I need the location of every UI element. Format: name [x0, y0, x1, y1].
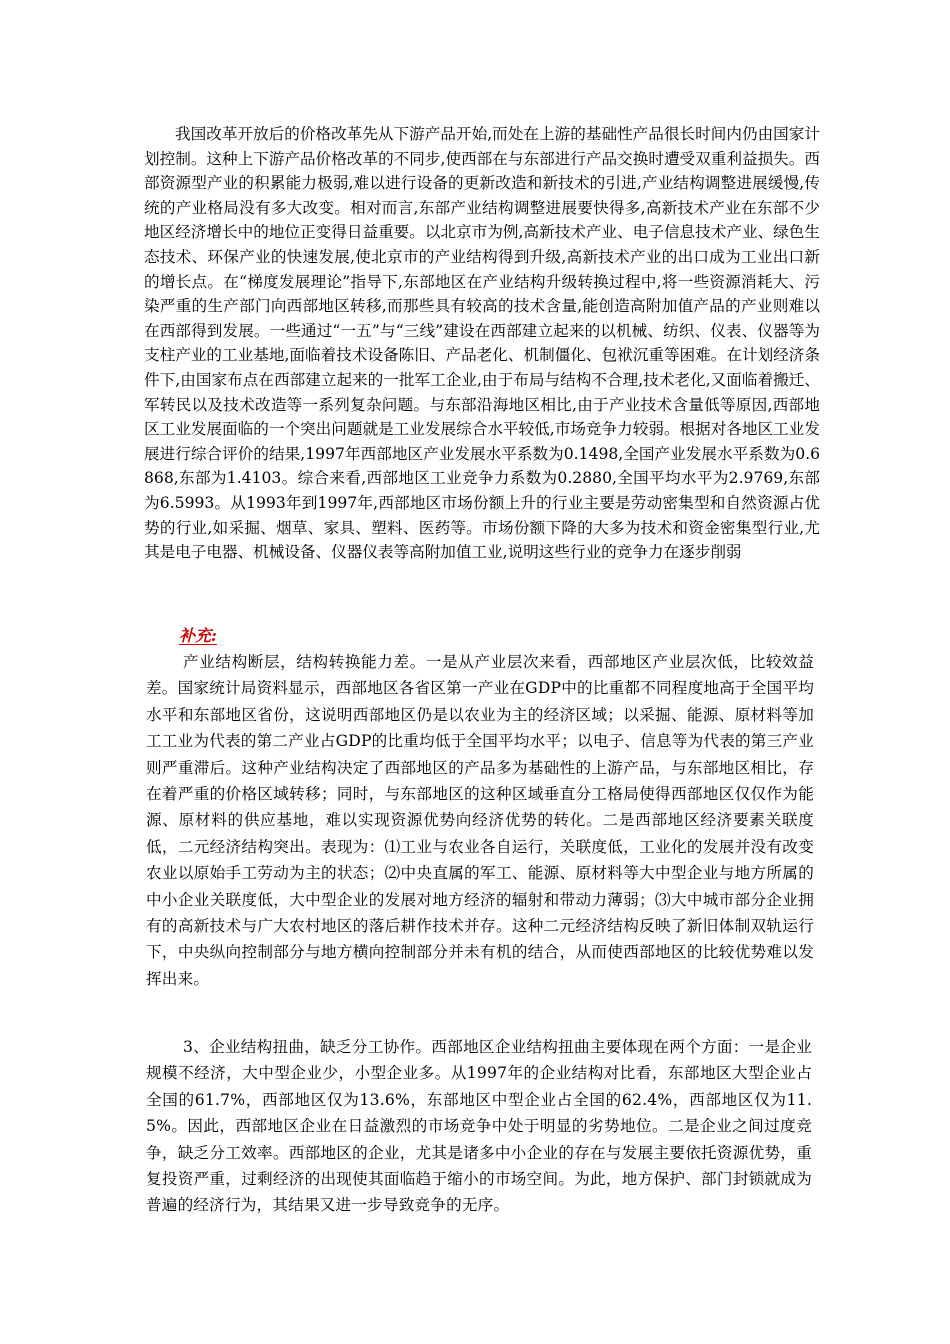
supplement-label: 补充:: [179, 626, 217, 645]
body-paragraph-price-reform: 我国改革开放后的价格改革先从下游产品开始,而处在上游的基础性产品很长时间内仍由国家计划控制。这种上下游产品价格改革的不同步,使西部在与东部进行产品交换时遭受双重利益损失。西部资源型产业的积累能力极弱,难以进行设备的更新改造和新技术的引进,产业结构调整进展缓慢,传统的产业格局没有多大改变。相对而言,东部产业结构调整进展要快得多,高新技术产业在东部不少地区经济增长中的地位正变得日益重要。以北京市为例,高新技术产业、电子信息技术产业、绿色生态技术、环保产业的快速发展,使北京市的产业结构得到升级,高新技术产业的出口成为工业出口新的增长点。在“梯度发展理论”指导下,东部地区在产业结构升级转换过程中,将一些资源消耗大、污染严重的生产部门向西部地区转移,而那些具有较高的技术含量,能创造高附加值产品的产业则难以在西部得到发展。一些通过“一五”与“三线”建设在西部建立起来的以机械、纺织、仪表、仪器等为支柱产业的工业基地,面临着技术设备陈旧、产品老化、机制僵化、包袱沉重等困难。在计划经济条件下,由国家布点在西部建立起来的一批军工企业,由于布局与结构不合理,技术老化,又面临着搬迁、军转民以及技术改造等一系列复杂问题。与东部沿海地区相比,由于产业技术含量低等原因,西部地区工业发展面临的一个突出问题就是工业发展综合水平较低,市场竞争力较弱。根据对各地区工业发展进行综合评价的结果,1997年西部地区产业发展水平系数为0.1498,全国产业发展水平系数为0.6868,东部为1.4103。综合来看,西部地区工业竞争力系数为0.2880,全国平均水平为2.9769,东部为6.5993。从1993年到1997年,西部地区市场份额上升的行业主要是劳动密集型和自然资源占优势的行业,如采掘、烟草、家具、塑料、医药等。市场份额下降的大多为技术和资金密集型行业,尤其是电子电器、机械设备、仪器仪表等高附加值工业,说明这些行业的竞争力在逐步削弱: [144, 125, 820, 562]
body-paragraph-industrial-structure: 产业结构断层，结构转换能力差。一是从产业层次来看，西部地区产业层次低，比较效益差。国家统计局资料显示，西部地区各省区第一产业在GDP中的比重都不同程度地高于全国平均水平和东部地区省份，这说明西部地区仍是以农业为主的经济区域；以采掘、能源、原材料等加工工业为代表的第二产业占GDP的比重均低于全国平均水平；以电子、信息等为代表的第三产业则严重滞后。这种产业结构决定了西部地区的产品多为基础性的上游产品，与东部地区相比，存在着严重的价格区域转移；同时，与东部地区的这种区域垂直分工格局使得西部地区仅仅作为能源、原材料的供应基地，难以实现资源优势向经济优势的转化。二是西部地区经济要素关联度低，二元经济结构突出。表现为：⑴工业与农业各自运行，关联度低，工业化的发展并没有改变农业以原始手工劳动为主的状态；⑵中央直属的军工、能源、原材料等大中型企业与地方所属的中小企业关联度低，大中型企业的发展对地方经济的辐射和带动力薄弱；⑶大中城市部分企业拥有的高新技术与广大农村地区的落后耕作技术并存。这种二元经济结构反映了新旧体制双轨运行下，中央纵向控制部分与地方横向控制部分并未有机的结合，从而使西部地区的比较优势难以发挥出来。: [146, 653, 814, 988]
body-paragraph-enterprise-structure: 3、企业结构扭曲，缺乏分工协作。西部地区企业结构扭曲主要体现在两个方面：一是企业规模不经济，大中型企业少，小型企业多。从1997年的企业结构对比看，东部地区大型企业占全国的61.7%，西部地区仅为13.6%，东部地区中型企业占全国的62.4%，西部地区仅为11.5%。因此，西部地区企业在日益激烈的市场竞争中处于明显的劣势地位。二是企业之间过度竞争，缺乏分工效率。西部地区的企业，尤其是诸多中小企业的存在与发展主要依托资源优势，重复投资严重，过剩经济的出现使其面临趋于缩小的市场空间。为此，地方保护、部门封锁就成为普遍的经济行为，其结果又进一步导致竞争的无序。: [146, 1038, 812, 1215]
